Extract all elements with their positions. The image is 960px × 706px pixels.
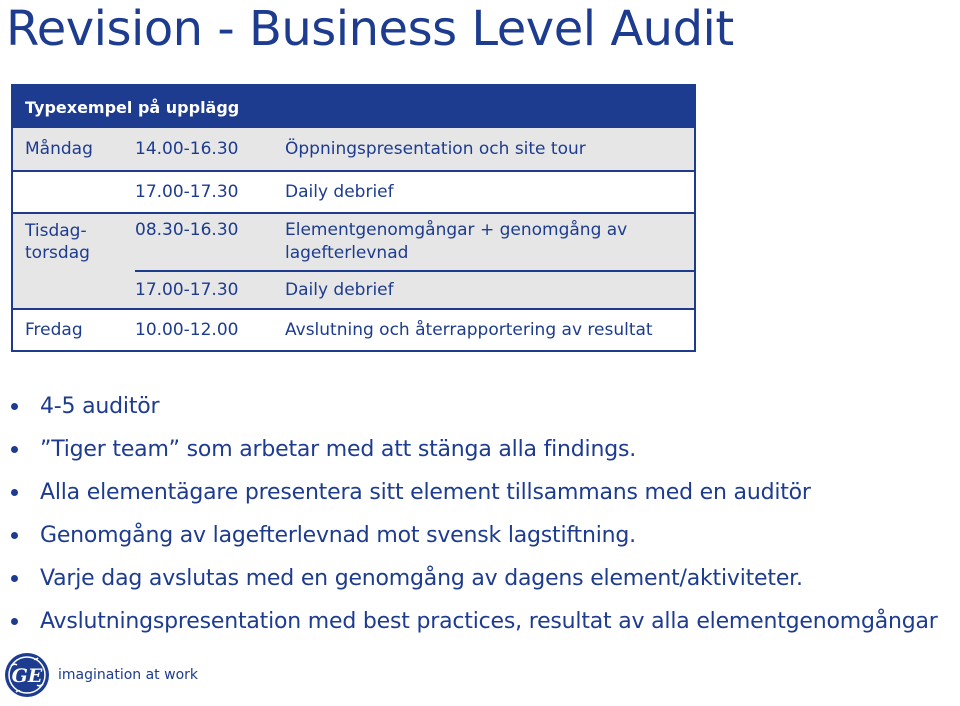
bullet-item: Genomgång av lagefterlevnad mot svensk lagstiftning.: [0, 514, 960, 557]
bullet-item: Avslutningspresentation med best practices, resultat av alla elementgenomgångar: [0, 600, 960, 643]
day-line-1: Tisdag-: [25, 221, 87, 241]
day-cell: [13, 214, 135, 308]
activity-cell: Öppningspresentation och site tour: [285, 138, 586, 159]
bullet-item: ”Tiger team” som arbetar med att stänga alla findings.: [0, 428, 960, 471]
activity-line-2: lagefterlevnad: [285, 243, 409, 263]
tagline: imagination at work: [58, 667, 198, 683]
schedule-group-tue-thu: [13, 212, 694, 308]
bullet-item: Varje dag avslutas med en genomgång av dagens element/aktiviteter.: [0, 557, 960, 600]
day-cell: Fredag: [25, 320, 83, 340]
schedule-header: Typexempel på upplägg: [13, 86, 694, 128]
activity-line-1: Elementgenomgångar + genomgång av: [285, 220, 628, 240]
time-cell: 10.00-12.00: [135, 320, 239, 340]
activity-cell: Avslutning och återrapportering av resultat: [285, 319, 653, 340]
group-rows: [135, 214, 694, 308]
slide-title: Revision - Business Level Audit: [6, 1, 734, 57]
svg-text:GE: GE: [11, 665, 43, 687]
bullet-list: [0, 385, 960, 643]
time-cell: 17.00-17.30: [135, 280, 239, 300]
activity-cell: Daily debrief: [285, 279, 394, 300]
ge-logo-icon: [4, 652, 50, 698]
schedule-row-monday: [13, 128, 694, 170]
schedule-row-monday-debrief: [13, 170, 694, 212]
ge-logo-svg: [4, 652, 50, 698]
bullet-item: 4-5 auditör: [0, 385, 960, 428]
time-cell: 08.30-16.30: [135, 220, 239, 240]
schedule-table: [11, 84, 696, 352]
time-cell: 17.00-17.30: [135, 182, 239, 202]
schedule-row-elements: [135, 214, 694, 270]
day-cell: Måndag: [25, 139, 93, 159]
schedule-row-friday: [13, 308, 694, 350]
day-line-2: torsdag: [25, 243, 90, 263]
schedule-row-tue-debrief: [135, 270, 694, 308]
activity-cell: [285, 219, 694, 265]
bullet-item: Alla elementägare presentera sitt element tillsammans med en auditör: [0, 471, 960, 514]
time-cell: 14.00-16.30: [135, 139, 239, 159]
activity-cell: Daily debrief: [285, 181, 394, 202]
